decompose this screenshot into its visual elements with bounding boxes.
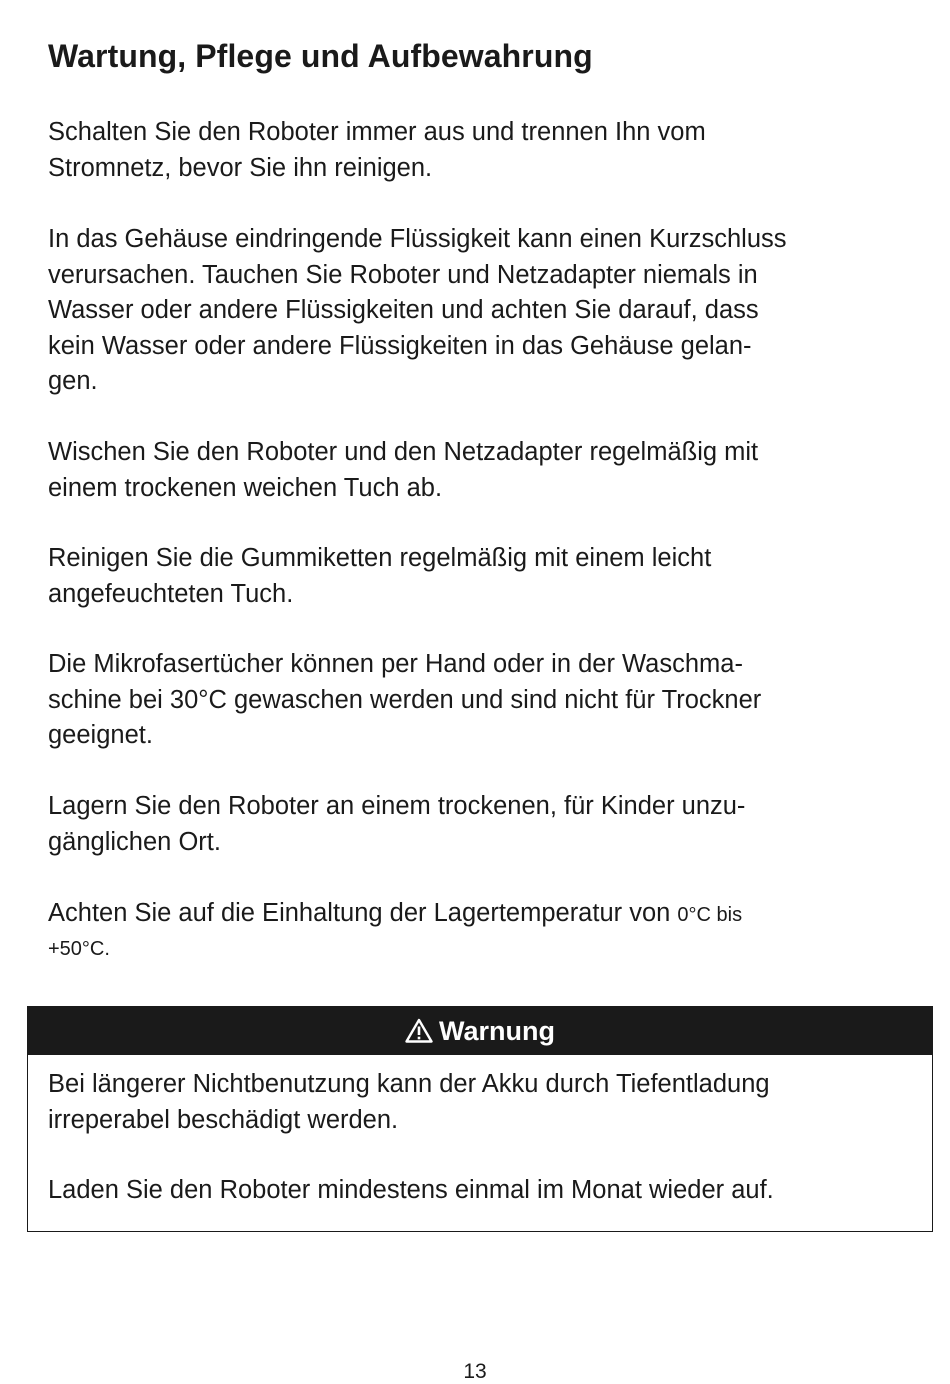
paragraph-wipe <box>48 435 758 506</box>
warning-header <box>28 1007 932 1055</box>
paragraph-temperature <box>48 896 742 964</box>
warning-text <box>48 1067 774 1209</box>
temperature-range-end: +50°C. <box>48 937 110 960</box>
text-line: Laden Sie den Roboter mindestens einmal im Monat wieder auf. <box>48 1176 774 1204</box>
warning-triangle-icon <box>405 1018 433 1043</box>
text-line: schine bei 30°C gewaschen werden und sind nicht für Trockner <box>48 685 762 714</box>
paragraph-liquid <box>48 222 787 400</box>
warning-box <box>27 1006 933 1232</box>
text-line: Wischen Sie den Roboter und den Netzadapter regelmäßig mit <box>48 438 759 466</box>
temperature-range-start: 0°C bis <box>677 904 743 926</box>
paragraph-microfiber <box>48 647 761 754</box>
warning-title: Warnung <box>439 1016 555 1046</box>
page-title: Wartung, Pflege und Aufbewahrung <box>48 38 593 74</box>
paragraph-storage <box>48 789 745 860</box>
text-line <box>48 896 742 934</box>
text-line: irreperabel beschädigt werden. <box>48 1105 399 1134</box>
text-line: Wasser oder andere Flüssigkeiten und achten Sie darauf, dass <box>48 296 759 324</box>
text-line: kein Wasser oder andere Flüssigkeiten in das Gehäuse gelan- <box>48 331 752 360</box>
paragraph-switch-off <box>48 115 706 186</box>
text-line: Stromnetz, bevor Sie ihn reinigen. <box>48 153 433 182</box>
text-line: Schalten Sie den Roboter immer aus und trennen Ihn vom <box>48 118 706 146</box>
text-line: gen. <box>48 367 98 395</box>
text-line: Reinigen Sie die Gummiketten regelmäßig mit einem leicht <box>48 544 712 572</box>
text-line: Lagern Sie den Roboter an einem trockenen, für Kinder unzu- <box>48 792 746 820</box>
temperature-text: Achten Sie auf die Einhaltung der Lagertemperatur von <box>48 899 671 927</box>
text-line: geeignet. <box>48 721 153 749</box>
text-line: verursachen. Tauchen Sie Roboter und Netzadapter niemals in <box>48 260 758 289</box>
text-line: gänglichen Ort. <box>48 827 221 856</box>
text-line: einem trockenen weichen Tuch ab. <box>48 473 443 502</box>
text-line: Die Mikrofasertücher können per Hand oder in der Waschma- <box>48 650 743 678</box>
page-number: 13 <box>463 1360 487 1383</box>
paragraph-rubber-tracks <box>48 541 711 612</box>
text-line: In das Gehäuse eindringende Flüssigkeit kann einen Kurzschluss <box>48 225 787 253</box>
text-line: Bei längerer Nichtbenutzung kann der Akku durch Tiefentladung <box>48 1070 770 1098</box>
text-line: angefeuchteten Tuch. <box>48 579 294 608</box>
